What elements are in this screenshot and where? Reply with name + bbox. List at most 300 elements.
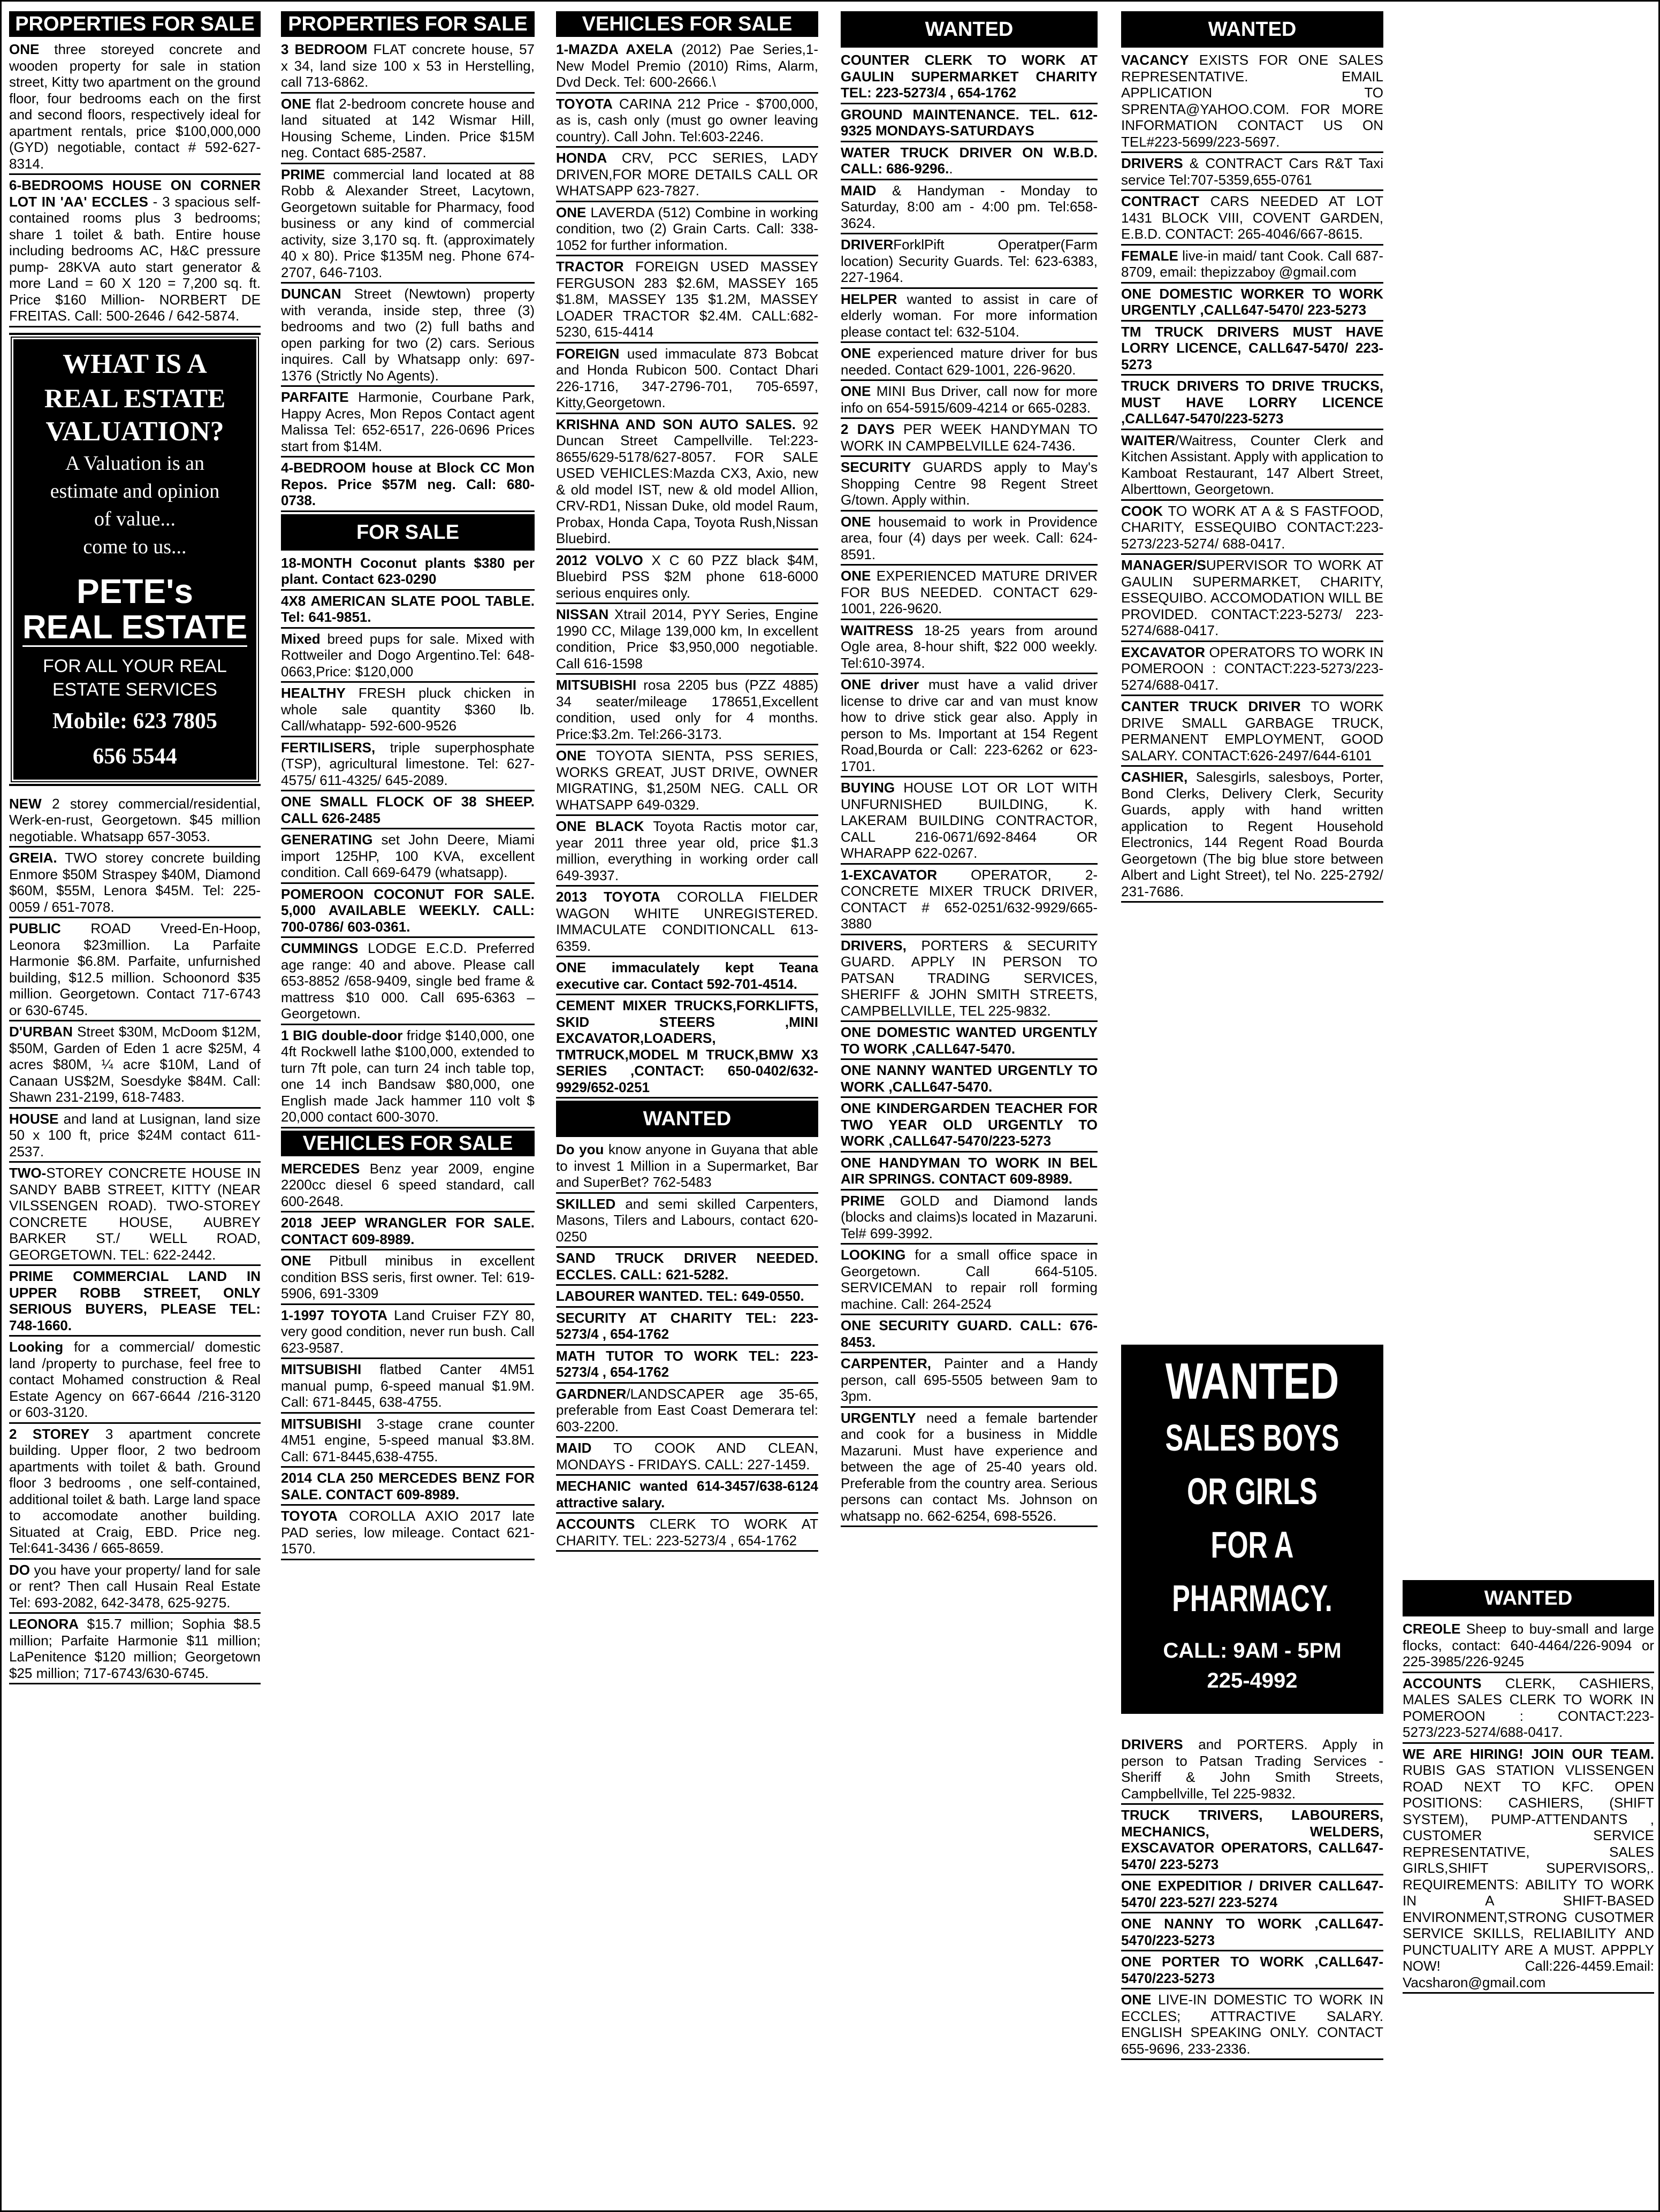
ad-lead: ONE [841, 513, 871, 530]
classified-ad [556, 606, 818, 675]
ad-lead: ONE HANDYMAN TO WORK IN BEL AIR SPRINGS. CONTACT 609-8989. [841, 1154, 1098, 1187]
ad-body: flat 2-bedroom concrete house and land situated at 142 Wismar Hill, Housing Scheme, Linden. Price $15M neg. Contact 685-2587. [281, 95, 535, 161]
classified-ad [281, 1307, 535, 1360]
ad-text: A Valuation is an [65, 452, 204, 475]
ad-lead: MITSUBISHI [556, 677, 637, 693]
classified-ad [1121, 1916, 1383, 1951]
classified-ad [9, 1165, 261, 1266]
ad-text: estimate and opinion [50, 479, 220, 502]
ad-lead: 1-MAZDA AXELA [556, 41, 673, 57]
classified-ad [556, 150, 818, 202]
ad-lead: ONE [281, 95, 311, 112]
classified-ad [9, 41, 261, 175]
ad-lead: ONE BLACK [556, 818, 644, 834]
classified-ad [841, 1100, 1098, 1153]
ad-lead: ONE DOMESTIC WORKER TO WORK URGENTLY ,CALL647-5470/ 223-5273 [1121, 285, 1383, 318]
ad-body: TO COOK AND CLEAN, MONDAYS - FRIDAYS. CALL: 227-1459. [556, 1440, 818, 1473]
ad-lead: D'URBAN [9, 1024, 73, 1040]
ad-lead: PARFAITE [281, 389, 349, 405]
classified-ad [841, 1024, 1098, 1060]
ad-body: CARS NEEDED AT LOT 1431 BLOCK VIII, COVENT GARDEN, E.B.D. CONTACT: 265-4046/667-8615. [1121, 193, 1383, 242]
classified-ad [9, 1339, 261, 1424]
section-header-wanted: WANTED [841, 11, 1098, 48]
ad-lead: TOYOTA [281, 1508, 338, 1524]
ads-list [841, 52, 1098, 1527]
classified-ad [1121, 503, 1383, 555]
ads-list [9, 796, 261, 1685]
ad-headline: WHAT IS A [63, 348, 207, 379]
classified-ad [1121, 698, 1383, 767]
ad-text: of value... [94, 507, 176, 530]
ad-lead: MANAGER/S [1121, 557, 1206, 573]
ad-body: rosa 2205 bus (PZZ 4885) 34 seater/mileage 178651,Excellent condition, used only for 4 months. Price:$3.2m. Tel:266-3173. [556, 677, 818, 742]
classified-ad [9, 1616, 261, 1684]
ad-body: fridge $140,000, one 4ft Rockwell lathe $100,000, extended to turn 7ft pole, can turn 24 inch table top, one 14 inch Bandsaw $80,000, one English made Jack hammer 110 volt $ 20,000 contact 600-3070. [281, 1027, 535, 1125]
ad-lead: ONE KINDERGARDEN TEACHER FOR TWO YEAR OLD URGENTLY TO WORK ,CALL647-5470/223-5273 [841, 1100, 1098, 1149]
column-4 [841, 11, 1098, 1529]
ad-body: Sheep to buy-small and large flocks, contact: 640-4464/226-9094 or 225-3985/226-9245 [1403, 1621, 1654, 1669]
column-6 [1403, 1580, 1654, 1996]
classified-ad [1121, 644, 1383, 697]
classified-ad [1121, 324, 1383, 376]
ad-body: TWO storey concrete building Enmore $50M Straspey $40M, Diamond $60M, $55M, Lenora $45M. Tel: 225-0059 / 651-7078. [9, 850, 261, 915]
ads-list [1403, 1621, 1654, 1994]
ad-lead: CUMMINGS [281, 940, 359, 956]
ad-body: TO WORK AT A & S FASTFOOD, CHARITY, ESSEQUIBO CONTACT:223-5273/223-5274/ 688-0417. [1121, 502, 1383, 552]
classified-ad [1121, 1992, 1383, 2060]
ad-body: OPERATORS TO WORK IN POMEROON : CONTACT:223-5273/223-5274/688-0417. [1121, 644, 1383, 693]
ad-lead: TRACTOR [556, 258, 624, 274]
ad-body: LIVE-IN DOMESTIC TO WORK IN ECCLES; ATTRACTIVE SALARY. ENGLISH SPEAKING ONLY. CONTACT 655-9696, 233-2336. [1121, 1992, 1383, 2057]
classified-ad [841, 676, 1098, 777]
ad-headline: VALUATION? [45, 416, 224, 447]
ad-lead: ONE [841, 568, 871, 584]
ad-body: RUBIS GAS STATION VLISSENGEN ROAD NEXT TO KFC. OPEN POSITIONS: CASHIERS, (SHIFT SYSTEM), PUMP-ATTENDANTS , CUSTOMER SERVICE REPRESENTATIVE, SALES GIRLS,SHIFT SUPERVISORS,. REQUIREMENTS: ABILITY TO WORK IN A SHIFT-BASED ENVIRONMENT,STRONG CUSOTMER SERVICE SKILLS, RELIABILITY AND PUNCTUALITY ARE A MUST. APPPLY NOW! Call:226-4459.Email: Vacsharon@gmail.com [1403, 1762, 1654, 1990]
ad-headline: WANTED [1165, 1353, 1339, 1410]
ad-body: /Waitress, Counter Clerk and Kitchen Assistant. Apply with application to Kamboat Restaurant, 147 Albert Street, Alberttown, Georgetown. [1121, 432, 1383, 497]
ad-lead: ONE [556, 747, 587, 764]
ad-lead: GROUND MAINTENANCE. TEL. 612-9325 MONDAYS-SATURDAYS [841, 106, 1098, 139]
ad-lead: HELPER [841, 291, 897, 307]
classified-ad [841, 421, 1098, 457]
classified-ad [841, 1155, 1098, 1191]
ad-lead: NISSAN [556, 606, 609, 622]
ad-lead: ONE [841, 383, 871, 399]
ad-lead: 18-MONTH Coconut plants $380 per plant. Contact 623-0290 [281, 554, 535, 587]
classified-ad [556, 1141, 818, 1194]
ad-body: set John Deere, Miami import 125HP, 100 KVA, excellent condition. Call 669-6479 (whatsapp). [281, 832, 535, 880]
ad-lead: GREIA. [9, 850, 57, 866]
ad-body: PORTERS & SECURITY GUARD. APPLY IN PERSON TO PATSAN TRADING SERVICES, SHERIFF & JOHN SMITH STREETS, CAMPBELLVILLE, TEL 225-9832. [841, 937, 1098, 1019]
ad-lead: Do you [556, 1141, 604, 1157]
ad-body: LODGE E.C.D. Preferred age range: 40 and above. Please call 653-8852 /658-9409, single bed frame & mattress $10 000. Call 695-6363 – Georgetown. [281, 940, 535, 1021]
ad-body: ForklPift Operatper(Farm location) Security Guards. Tel: 623-6383, 227-1964. [841, 237, 1098, 285]
ad-body: Street $30M, McDoom $12M, $50M, Garden of Eden 1 acre $25M, 4 acres $80M, ¼ acre $10M, Land of Canaan US$2M, Soesdyke $84M. Call: Shawn 231-2199, 618-7483. [9, 1024, 261, 1105]
ad-body: 3 apartment concrete building. Upper floor, 2 two bedroom apartments with toilet & bath. Ground floor 3 bedrooms , one self-contained, additional toilet & bath. Large land space to accomodate another building. Situated at Craig, EBD. Price neg. Tel:641-3436 / 665-8659. [9, 1425, 261, 1556]
classified-ad [556, 677, 818, 745]
classified-ad [9, 177, 261, 327]
ad-body: 3-stage crane counter 4M51 engine, 5-speed manual $3.8M. Call: 671-8445,638-4755. [281, 1415, 535, 1465]
ad-text: come to us... [83, 535, 187, 558]
ad-lead: ONE [841, 345, 871, 361]
ad-body: and semi skilled Carpenters, Masons, Tilers and Labours, contact 620-0250 [556, 1195, 818, 1245]
classified-ad [841, 291, 1098, 344]
ad-lead: ACCOUNTS [1403, 1675, 1482, 1691]
ad-lead: DRIVER [841, 237, 894, 253]
ad-body: FLAT concrete house, 57 x 34, land size 100 x 53 in Herstelling, call 713-6862. [281, 41, 535, 90]
ad-hours: CALL: 9AM - 5PM [1163, 1639, 1342, 1662]
ad-body: UPERVISOR TO WORK AT GAULIN SUPERMARKET, CHARITY, ESSEQUIBO. ACCOMODATION WILL BE PROVIDED. CONTACT:223-5273/ 223-5274/688-0417. [1121, 557, 1383, 638]
classified-ad [1121, 155, 1383, 191]
classified-ad [9, 1024, 261, 1109]
ad-lead: PUBLIC [9, 920, 61, 936]
ad-lead: FOREIGN [556, 345, 620, 362]
ad-lead: 2018 JEEP WRANGLER FOR SALE. CONTACT 609-8989. [281, 1215, 535, 1247]
ad-lead: TM TRUCK DRIVERS MUST HAVE LORRY LICENCE, CALL647-5470/ 223-5273 [1121, 323, 1383, 372]
ad-lead: TRUCK DRIVERS TO DRIVE TRUCKS, MUST HAVE LORRY LICENCE ,CALL647-5470/223-5273 [1121, 378, 1383, 426]
ad-lead: 6-BEDROOMS HOUSE ON CORNER LOT IN 'AA' ECCLES [9, 177, 261, 210]
classified-ad [556, 959, 818, 995]
classified-ad [556, 1310, 818, 1346]
ad-lead: Mixed [281, 630, 321, 647]
ad-lead: FEMALE [1121, 247, 1178, 264]
ad-body: 18-25 years from around Ogle area, 8-hour shift, $22 000 weekly. Tel:610-3974. [841, 622, 1098, 671]
ad-body: & CONTRACT Cars R&T Taxi service Tel:707-5359,655-0761 [1121, 155, 1383, 188]
ad-body: . [949, 161, 953, 177]
ad-body: - 3 spacious self-contained rooms plus 3 bedrooms; share 1 toilet & bath. Entire house including bedrooms AC, H&C pressure pump- 28KVA auto start generator & more Land = 60 X 120 = 7,200 sq. ft. Price $160 Million- NORBERT DE FREITAS. Call: 500-2646 / 642-5874. [9, 193, 261, 324]
ad-lead: 2 STOREY [9, 1425, 90, 1442]
ads-list [1121, 1736, 1383, 2060]
section-header-wanted: WANTED [1403, 1580, 1654, 1616]
classified-ad [841, 459, 1098, 512]
ad-lead: ONE [9, 41, 40, 57]
ad-lead: CONTRACT [1121, 193, 1199, 209]
ad-body: FOREIGN USED MASSEY FERGUSON 283 $2.6M, MASSEY 165 $1.8M, MASSEY 135 $1.2M, MASSEY LOADER TRACTOR $2.4M. CALL:682-5230, 615-4414 [556, 258, 818, 340]
ad-body: PER WEEK HANDYMAN TO WORK IN CAMPBELVILLE 624-7436. [841, 421, 1098, 454]
ad-lead: SAND TRUCK DRIVER NEEDED. ECCLES. CALL: 621-5282. [556, 1250, 818, 1283]
ad-body: $15.7 million; Sophia $8.5 million; Parfaite Harmonie $11 million; LaPenitence $120 million; Georgetown $25 million; 717-6743/630-6745. [9, 1616, 261, 1681]
ad-body: triple superphosphate (TSP), agricultural limestone. Tel: 627-4575/ 611-4325/ 645-2089. [281, 739, 535, 788]
ad-lead: MAID [556, 1440, 592, 1456]
column-5-lower [1121, 1736, 1383, 2062]
ad-body: GOLD and Diamond lands (blocks and claims)s located in Mazaruni. Tel# 699-3992. [841, 1192, 1098, 1241]
ad-lead: EXCAVATOR [1121, 644, 1205, 660]
ad-body: Salesgirls, salesboys, Porter, Bond Clerks, Delivery Clerk, Security Guards, apply with hand written application to Regent Household Electronics, 144 Regent Road Bourda Georgetown (The big blue store between Albert and Light Street), tel No. 225-2792/ 231-7686. [1121, 769, 1383, 899]
ad-body: wanted to assist in care of elderly woman. For more information please contact tel: 632-5104. [841, 291, 1098, 340]
ad-body: you have your property/ land for sale or rent? Then call Husain Real Estate Tel: 693-2082, 642-3478, 625-9275. [9, 1561, 261, 1611]
ad-lead: DO [9, 1561, 30, 1578]
classified-ad [1121, 52, 1383, 153]
ad-lead: 4-BEDROOM house at Block CC Mon Repos. Price $57M neg. Call: 680-0738. [281, 460, 535, 508]
ad-lead: 3 BEDROOM [281, 41, 368, 57]
classified-ad [281, 389, 535, 457]
ad-lead: MATH TUTOR TO WORK TEL: 223-5273/4 , 654-1762 [556, 1347, 818, 1380]
ad-lead: COOK [1121, 502, 1163, 519]
classified-ad [281, 1253, 535, 1305]
ad-lead: 1-1997 TOYOTA [281, 1307, 388, 1323]
ad-headline: REAL ESTATE [44, 383, 226, 413]
ad-lead: GENERATING [281, 832, 373, 848]
ad-lead: SKILLED [556, 1195, 616, 1212]
ad-lead: DRIVERS [1121, 155, 1183, 171]
ad-lead: TWO- [9, 1165, 47, 1181]
classified-ad [281, 631, 535, 683]
ad-headline: PHARMACY. [1172, 1577, 1332, 1619]
ad-body: Pitbull minibus in excellent condition BSS seris, first owner. Tel: 619-5906, 691-3309 [281, 1253, 535, 1301]
ad-lead: ONE DOMESTIC WANTED URGENTLY TO WORK ,CALL647-5470. [841, 1024, 1098, 1057]
ad-lead: ONE immaculately kept Teana executive car. Contact 592-701-4514. [556, 959, 818, 992]
ad-lead: CREOLE [1403, 1621, 1461, 1637]
classified-ad [841, 937, 1098, 1023]
classified-ad [556, 1250, 818, 1286]
ad-lead: KRISHNA AND SON AUTO SALES. [556, 416, 796, 432]
classified-ad [1403, 1675, 1654, 1744]
ad-body: and PORTERS. Apply in person to Patsan Trading Services - Sheriff & John Smith Streets, Campbellville, Tel 225-9832. [1121, 1736, 1383, 1802]
ads-list [9, 41, 261, 327]
ad-lead: GARDNER [556, 1385, 627, 1402]
classified-ad [556, 1478, 818, 1514]
ad-lead: 1-EXCAVATOR [841, 866, 938, 883]
ads-list [556, 1141, 818, 1552]
classified-ad [1121, 1878, 1383, 1913]
ad-body: X C 60 PZZ black $4M, Bluebird PSS $2M phone 618-6000 serious enquires only. [556, 552, 818, 601]
ad-body: TO WORK DRIVE SMALL GARBAGE TRUCK, PERMANENT EMPLOYMENT, GOOD SALARY. CONTACT:626-2497/644-6101 [1121, 698, 1383, 764]
classified-ad [281, 41, 535, 94]
ad-lead: URGENTLY [841, 1409, 916, 1426]
ad-body: OPERATOR, 2- CONCRETE MIXER TRUCK DRIVER, CONTACT # 652-0251/632-9929/665-3880 [841, 866, 1098, 932]
classified-ad [9, 1268, 261, 1337]
ad-lead: CASHIER, [1121, 769, 1188, 785]
classified-ad [281, 460, 535, 512]
ad-lead: MERCEDES [281, 1160, 360, 1177]
ad-body: live-in maid/ tant Cook. Call 687-8709, email: thepizzaboy @gmail.com [1121, 247, 1383, 280]
ad-lead: PRIME COMMERCIAL LAND IN UPPER ROBB STREET, ONLY SERIOUS BUYERS, PLEASE TEL: 748-1660. [9, 1268, 261, 1333]
classified-ad [281, 593, 535, 629]
ad-lead: BUYING [841, 780, 895, 796]
ad-body: three storeyed concrete and wooden property for sale in station street, Kitty two apartment on the ground floor, four bedrooms each on the first and second floors, respectively ideal for apartment rentals, price $100,000,000 (GYD) negotiable, contact # 592-627-8314. [9, 41, 261, 172]
ad-body: commercial land located at 88 Robb & Alexander Street, Lacytown, Georgetown suitable for Pharmacy, food business or any kind of commercial activity, size 3,170 sq. ft. (approximately 40 x 80). Price $135M neg. Phone 674-2707, 646-7103. [281, 166, 535, 280]
section-header-vehicles: VEHICLES FOR SALE [281, 1131, 535, 1156]
ad-lead: PRIME [841, 1192, 885, 1209]
ad-lead: 2013 TOYOTA [556, 889, 660, 905]
column-3 [556, 11, 818, 1554]
classified-ad [1121, 1736, 1383, 1805]
classified-ad [841, 237, 1098, 289]
ad-body: used immaculate 873 Bobcat and Honda Rubicon 500. Contact Dhari 226-1716, 347-2796-701, 705-6597, Kitty,Georgetown. [556, 345, 818, 410]
ad-lead: PRIME [281, 166, 325, 182]
section-header-properties: PROPERTIES FOR SALE [9, 11, 261, 37]
column-1 [9, 11, 261, 1687]
classified-ad [281, 1027, 535, 1128]
classified-ad [1121, 286, 1383, 322]
classified-ad [556, 41, 818, 94]
classified-ad [9, 1562, 261, 1614]
classified-ad [1403, 1746, 1654, 1994]
ad-body: /LANDSCAPER age 35-65, preferable from East Coast Demerara tel: 603-2200. [556, 1385, 818, 1435]
classified-ad [1121, 1954, 1383, 1989]
classified-ad [9, 796, 261, 848]
classified-ad [281, 940, 535, 1025]
ad-lead: CEMENT MIXER TRUCKS,FORKLIFTS, SKID STEERS ,MINI EXCAVATOR,LOADERS, TMTRUCK,MODEL M TRUCK,BMW X3 SERIES ,CONTACT: 650-0402/632-9929/652-0251 [556, 997, 818, 1095]
ad-lead: HONDA [556, 150, 607, 166]
classified-ad [841, 144, 1098, 180]
ad-lead: HEALTHY [281, 685, 346, 701]
ad-phone: 656 5544 [93, 744, 177, 769]
ad-phone: Mobile: 623 7805 [52, 708, 217, 734]
classified-ad [556, 818, 818, 887]
classified-ad [841, 622, 1098, 675]
classified-ad [281, 1508, 535, 1560]
ad-lead: 2012 VOLVO [556, 552, 643, 568]
ad-body: & Handyman - Monday to Saturday, 8:00 am - 4:00 pm. Tel:658-3624. [841, 182, 1098, 231]
classified-ad [281, 1361, 535, 1414]
ad-body: COROLLA FIELDER WAGON WHITE UNREGISTERED. IMMACULATE CONDITIONCALL 613-6359. [556, 889, 818, 954]
classified-ad [556, 1348, 818, 1384]
classified-ad [1121, 557, 1383, 642]
classified-ad [556, 1196, 818, 1248]
classified-ad [841, 1317, 1098, 1353]
ad-lead: SECURITY [841, 459, 911, 475]
ad-body: CARINA 212 Price - $700,000, as is, cash only (must go owner leaving country). Call John. Tel:603-2246. [556, 95, 818, 144]
classified-ad [1121, 769, 1383, 903]
classified-ad [556, 1386, 818, 1438]
classified-ad [841, 1062, 1098, 1098]
ad-body: breed pups for sale. Mixed with Rottweiler and Dogo Argentino.Tel: 648-0663,Price: $120,000 [281, 630, 535, 680]
classified-ad [841, 182, 1098, 235]
classified-ad [841, 1355, 1098, 1408]
ad-lead: NEW [9, 795, 42, 812]
ad-lead: DUNCAN [281, 286, 341, 302]
classified-ad [281, 1416, 535, 1468]
classified-ad [556, 1440, 818, 1476]
ad-body: experienced mature driver for bus needed. Contact 629-1001, 226-9620. [841, 345, 1098, 378]
classified-ad [841, 106, 1098, 142]
ad-body: for a small office space in Georgetown. Call 664-5105. SERVICEMAN to repair roll forming machine. Call: 264-2524 [841, 1247, 1098, 1312]
ad-lead: ONE SMALL FLOCK OF 38 SHEEP. CALL 626-2485 [281, 794, 535, 826]
ad-lead: POMEROON COCONUT FOR SALE. 5,000 AVAILABLE WEEKLY. CALL: 700-0786/ 603-0361. [281, 886, 535, 935]
classified-ad [841, 867, 1098, 935]
ad-brand: REAL ESTATE [22, 608, 248, 646]
classified-ad [1121, 193, 1383, 246]
classified-ad [281, 832, 535, 884]
section-header-properties: PROPERTIES FOR SALE [281, 11, 535, 37]
classified-ad [9, 1426, 261, 1560]
classified-ad [841, 1410, 1098, 1528]
classified-ad [556, 747, 818, 816]
ad-body: CLERK, CASHIERS, MALES SALES CLERK TO WORK IN POMEROON : CONTACT:223-5273/223-5274/688-0417. [1403, 1675, 1654, 1740]
ad-lead: FERTILISERS, [281, 739, 376, 756]
ad-lead: LOOKING [841, 1247, 906, 1263]
classified-ad [281, 685, 535, 737]
classified-ad [281, 166, 535, 284]
ad-body: flatbed Canter 4M51 manual pump, 6-speed manual $1.9M. Call: 671-8445, 638-4755. [281, 1361, 535, 1410]
classified-ad [556, 258, 818, 344]
ad-body: Benz year 2009, engine 2200cc diesel 6 speed standard, call 600-2648. [281, 1160, 535, 1209]
ad-body: housemaid to work in Providence area, four (4) days per week. Call: 624-8591. [841, 513, 1098, 562]
classified-ad [556, 552, 818, 605]
section-header-wanted: WANTED [1121, 11, 1383, 48]
section-header-wanted: WANTED [556, 1101, 818, 1137]
ad-body: and land at Lusignan, land size 50 x 100 ft, price $24M contact 611-2537. [9, 1110, 261, 1160]
classified-ad [9, 1111, 261, 1163]
ad-body: 2 storey commercial/residential, Werk-en-rust, Georgetown. $45 million negotiable. Whatsapp 657-3053. [9, 795, 261, 844]
ad-lead: DRIVERS, [841, 937, 907, 954]
classified-ad [1121, 378, 1383, 430]
ads-list [556, 41, 818, 1099]
ad-lead: ONE [1121, 1992, 1152, 2008]
ad-body: FRESH pluck chicken in whole sale quantity $360 lb. Call/whatapp- 592-600-9526 [281, 685, 535, 734]
ad-body: EXPERIENCED MATURE DRIVER FOR BUS NEEDED. CONTACT 629-1001, 226-9620. [841, 568, 1098, 616]
ads-list [281, 555, 535, 1128]
ad-lead: MITSUBISHI [281, 1361, 362, 1377]
ad-lead: 2014 CLA 250 MERCEDES BENZ FOR SALE. CONTACT 609-8989. [281, 1470, 535, 1502]
classified-ad [556, 416, 818, 550]
ad-lead: COUNTER CLERK TO WORK AT GAULIN SUPERMARKET CHARITY TEL: 223-5273/4 , 654-1762 [841, 52, 1098, 101]
classified-ad [1121, 432, 1383, 501]
classified-ad [556, 204, 818, 257]
classified-ad [841, 514, 1098, 566]
ad-body: must have a valid driver license to drive car and van must know how to drive stick gear also. Apply in person to Ms. Important at 154 Regent Road,Bourda or Call: 223-6262 or 623-1701. [841, 676, 1098, 774]
ad-lead: ACCOUNTS [556, 1516, 635, 1532]
ad-lead: HOUSE [9, 1110, 59, 1127]
classified-ad [281, 1215, 535, 1250]
ad-lead: MAID [841, 182, 877, 199]
ads-list [1121, 52, 1383, 903]
ad-lead: Looking [9, 1339, 64, 1355]
ad-body: need a female bartender and cook for a business in Middle Mazaruni. Must have experience and between the age of 25-40 years old. Preferable from the country area. Serious persons can contact Ms. Johnson on whatsapp no. 662-6254, 698-5526. [841, 1409, 1098, 1524]
ad-lead: MITSUBISHI [281, 1415, 362, 1432]
classified-ad [841, 1193, 1098, 1245]
ad-body: COROLLA AXIO 2017 late PAD series, low mileage. Contact 621-1570. [281, 1508, 535, 1557]
ad-lead: 1 BIG double-door [281, 1027, 403, 1043]
classified-ad [556, 889, 818, 957]
classified-ad [1121, 1807, 1383, 1875]
ad-body: TOYOTA SIENTA, PSS SERIES, WORKS GREAT, JUST DRIVE, OWNER MIGRATING, $1,250M NEG. CALL OR WHATSAPP 649-0329. [556, 747, 818, 813]
classified-ad [556, 346, 818, 414]
ads-list [281, 1161, 535, 1560]
classified-ad [841, 383, 1098, 419]
ad-lead: WAITER [1121, 432, 1176, 448]
ad-lead: ONE PORTER TO WORK ,CALL647-5470/223-5273 [1121, 1954, 1383, 1986]
ad-body: Toyota Ractis motor car, year 2011 three year old, price $1.3 million, everything in working order call 649-3937. [556, 818, 818, 883]
classified-ad [281, 1470, 535, 1506]
classified-ad [841, 1247, 1098, 1315]
ad-body: Land Cruiser FZY 80, very good condition, never run bush. Call 623-9587. [281, 1307, 535, 1356]
ad-phone: 225-4992 [1207, 1669, 1298, 1692]
ad-body: 92 Duncan Street Campellville. Tel:223-8655/629-5178/627-8057. FOR SALE USED VEHICLES:Mazda CX3, Axio, new & old model IST, new & old model Allion, CRV-RD1, Nissan Duke, old model Raum, Probax, Honda Capa, Toyota Rush,Nissan Bluebird. [556, 416, 818, 546]
classified-ad [556, 997, 818, 1099]
ad-body: CLERK TO WORK AT CHARITY. TEL: 223-5273/4 , 654-1762 [556, 1516, 818, 1549]
ad-lead: ONE driver [841, 676, 919, 692]
classified-ad [556, 96, 818, 148]
ads-list [281, 41, 535, 512]
ad-lead: LABOURER WANTED. TEL: 649-0550. [556, 1288, 804, 1304]
column-2 [281, 11, 535, 1562]
ad-body: GUARDS apply to May's Shopping Centre 98 Regent Street G/town. Apply within. [841, 459, 1098, 508]
classified-ad [556, 1288, 818, 1308]
ad-headline: SALES BOYS [1165, 1417, 1339, 1459]
ad-body: Xtrail 2014, PYY Series, Engine 1990 CC, Milage 139,000 km, In excellent condition, Price $3,950,000 negotiable. Call 616-1598 [556, 606, 818, 672]
ad-lead: ONE [556, 204, 587, 220]
ad-lead: ONE NANNY TO WORK ,CALL647-5470/223-5273 [1121, 1916, 1383, 1948]
classified-ad [281, 886, 535, 939]
classified-ad [1121, 248, 1383, 284]
ad-lead: TOYOTA [556, 95, 613, 112]
classified-ad [841, 780, 1098, 865]
ad-body: CRV, PCC SERIES, LADY DRIVEN,FOR MORE DETAILS CALL OR WHATSAPP 623-7827. [556, 150, 818, 199]
classified-ad [281, 555, 535, 591]
ad-body: HOUSE LOT OR LOT WITH UNFURNISHED BUILDING, K. LAKERAM BUILDING CONTRACTOR, CALL 216-0671/692-8464 OR WHARAPP 622-0267. [841, 780, 1098, 861]
